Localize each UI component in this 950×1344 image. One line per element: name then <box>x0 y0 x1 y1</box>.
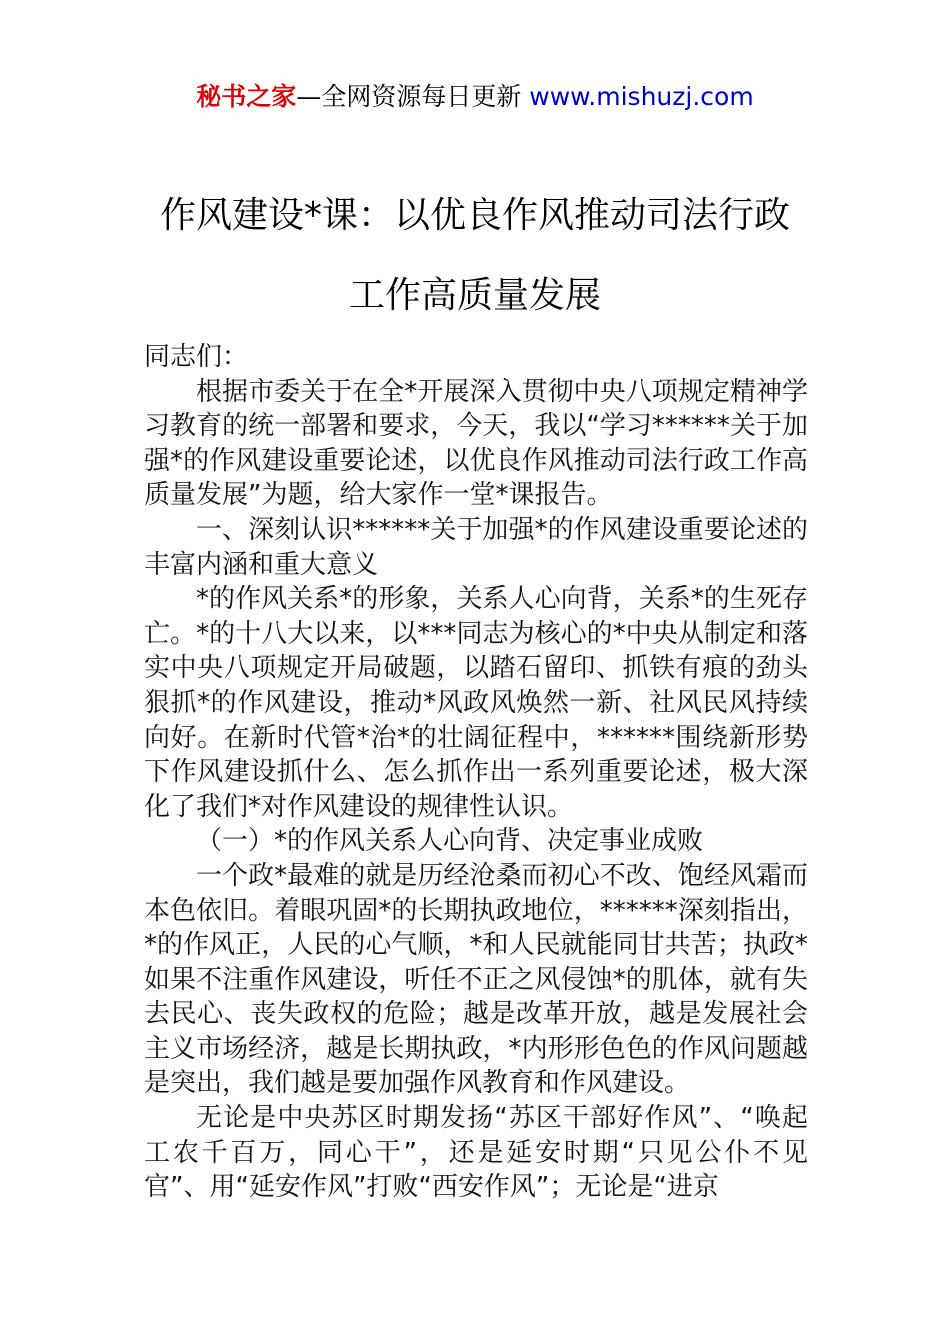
paragraph: 无论是中央苏区时期发扬“苏区干部好作风”、“唤起工农千百万，同心干”，还是延安时期“只见公仆不见官”、用“延安作风”打败“西安作风”；无论是“进京 <box>144 1103 808 1203</box>
paragraph: 一个政*最难的就是历经沧桑而初心不改、饱经风霜而本色依旧。着眼巩固*的长期执政地位，******深刻指出，*的作风正，人民的心气顺，*和人民就能同甘共苦；执政*如果不注重作风建设，听任不正之风侵蚀*的肌体，就有失去民心、丧失政权的危险；越是改革开放，越是发展社会主义市场经济，越是长期执政，*内形形色色的作风问题越是突出，我们越是要加强作风教育和作风建设。 <box>144 860 808 1099</box>
site-header <box>0 80 950 114</box>
document-body <box>144 340 808 1205</box>
paragraph: *的作风关系*的形象，关系人心向背，关系*的生死存亡。*的十八大以来，以***同志为核心的*中央从制定和落实中央八项规定开局破题，以踏石留印、抓铁有痕的劲头狠抓*的作风建设，推动*风政风焕然一新、社风民风持续向好。在新时代管*治*的壮阔征程中，******围绕新形势下作风建设抓什么、怎么抓作出一系列重要论述，极大深化了我们*对作风建设的规律性认识。 <box>144 584 808 822</box>
title-line: 工作高质量发展 <box>348 275 601 316</box>
site-tagline: —全网资源每日更新 <box>296 82 530 111</box>
document-title <box>60 176 890 336</box>
paragraph-intro: 根据市委关于在全*开展深入贯彻中央八项规定精神学习教育的统一部署和要求，今天，我以“学习******关于加强*的作风建设重要论述，以优良作风推动司法行政工作高质量发展”为题，给大家作一堂*课报告。 <box>144 376 808 511</box>
site-brand: 秘书之家 <box>196 82 297 111</box>
section-heading-1: 一、深刻认识******关于加强*的作风建设重要论述的丰富内涵和重大意义 <box>144 514 808 580</box>
title-line: 作风建设*课：以优良作风推动司法行政 <box>159 195 790 236</box>
site-url-link[interactable]: www.mishuzj.com <box>529 82 754 111</box>
subsection-heading-1: （一）*的作风关系人心向背、决定事业成败 <box>196 826 704 857</box>
salutation: 同志们： <box>144 342 249 372</box>
